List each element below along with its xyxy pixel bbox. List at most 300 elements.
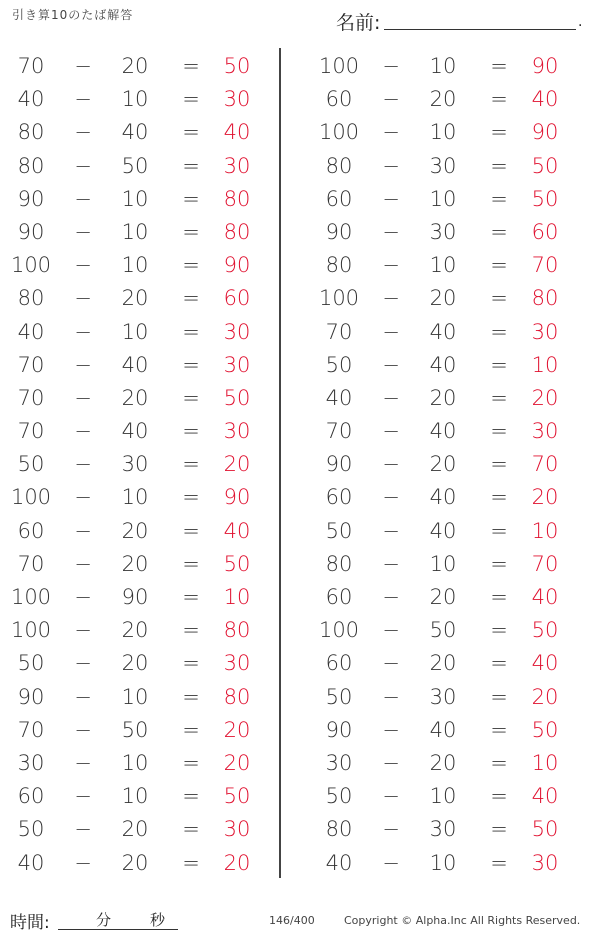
minus-sign: − <box>382 54 400 78</box>
problem-row <box>8 348 258 381</box>
equals-sign: = <box>182 153 200 178</box>
problem-row <box>316 414 566 447</box>
minus-sign: − <box>382 651 400 676</box>
minuend: 70 <box>325 319 353 344</box>
minuend: 90 <box>17 186 45 211</box>
answer: 50 <box>223 385 251 410</box>
equals-sign: = <box>490 419 508 444</box>
answer: 90 <box>531 54 559 78</box>
minus-sign: − <box>74 253 92 278</box>
equals-sign: = <box>490 850 508 875</box>
minus-sign: − <box>382 385 400 410</box>
problem-row <box>316 580 566 613</box>
answer: 50 <box>531 817 559 842</box>
minus-sign: − <box>382 452 400 477</box>
minuend: 100 <box>318 286 360 311</box>
minus-sign: − <box>382 717 400 742</box>
minuend: 40 <box>325 850 353 875</box>
problem-row <box>316 514 566 547</box>
equals-sign: = <box>182 850 200 875</box>
problem-row <box>8 646 258 679</box>
minuend: 80 <box>325 253 353 278</box>
equals-sign: = <box>182 253 200 278</box>
subtrahend: 50 <box>429 618 457 643</box>
minus-sign: − <box>74 850 92 875</box>
problem-row <box>316 713 566 746</box>
minus-sign: − <box>74 518 92 543</box>
subtrahend: 20 <box>121 54 149 78</box>
equals-sign: = <box>182 817 200 842</box>
problem-row <box>8 779 258 812</box>
problem-row <box>316 281 566 314</box>
minus-sign: − <box>74 618 92 643</box>
equals-sign: = <box>182 186 200 211</box>
subtrahend: 10 <box>429 120 457 145</box>
page-number: 146/400 <box>269 914 315 927</box>
time-label: 時間: <box>10 913 50 933</box>
minuend: 60 <box>325 87 353 112</box>
minuend: 90 <box>325 717 353 742</box>
minuend: 50 <box>325 518 353 543</box>
subtrahend: 40 <box>121 120 149 145</box>
equals-sign: = <box>490 551 508 576</box>
name-label: 名前: <box>336 12 381 34</box>
answer: 20 <box>531 385 559 410</box>
minuend: 80 <box>325 817 353 842</box>
subtrahend: 40 <box>429 518 457 543</box>
equals-sign: = <box>490 684 508 709</box>
problem-row <box>8 49 258 82</box>
answer: 30 <box>223 817 251 842</box>
equals-sign: = <box>182 518 200 543</box>
minuend: 40 <box>17 319 45 344</box>
subtrahend: 10 <box>121 219 149 244</box>
equals-sign: = <box>182 651 200 676</box>
minus-sign: − <box>74 219 92 244</box>
answer: 20 <box>223 717 251 742</box>
subtrahend: 20 <box>121 385 149 410</box>
minus-sign: − <box>382 419 400 444</box>
subtrahend: 20 <box>429 286 457 311</box>
name-write-line <box>384 29 576 30</box>
minus-sign: − <box>74 551 92 576</box>
subtrahend: 10 <box>121 319 149 344</box>
answer: 50 <box>531 618 559 643</box>
minuend: 50 <box>17 817 45 842</box>
minus-sign: − <box>74 485 92 510</box>
name-end-dot: . <box>578 14 583 30</box>
minuend: 70 <box>17 551 45 576</box>
subtrahend: 20 <box>429 452 457 477</box>
problem-row <box>8 480 258 513</box>
left-problem-column <box>8 49 258 879</box>
minuend: 50 <box>325 784 353 809</box>
minuend: 80 <box>325 551 353 576</box>
subtrahend: 10 <box>121 784 149 809</box>
subtrahend: 50 <box>121 153 149 178</box>
subtrahend: 20 <box>121 286 149 311</box>
minuend: 100 <box>318 618 360 643</box>
minus-sign: − <box>74 87 92 112</box>
equals-sign: = <box>182 54 200 78</box>
minuend: 50 <box>325 352 353 377</box>
equals-sign: = <box>490 120 508 145</box>
minus-sign: − <box>74 352 92 377</box>
answer: 90 <box>531 120 559 145</box>
equals-sign: = <box>182 352 200 377</box>
subtrahend: 20 <box>121 518 149 543</box>
answer: 30 <box>531 319 559 344</box>
equals-sign: = <box>490 186 508 211</box>
answer: 20 <box>223 850 251 875</box>
equals-sign: = <box>490 452 508 477</box>
subtrahend: 10 <box>121 253 149 278</box>
problem-row <box>8 215 258 248</box>
equals-sign: = <box>490 253 508 278</box>
problem-row <box>8 812 258 845</box>
equals-sign: = <box>182 784 200 809</box>
problem-row <box>316 547 566 580</box>
problem-row <box>316 149 566 182</box>
minus-sign: − <box>382 253 400 278</box>
equals-sign: = <box>490 750 508 775</box>
equals-sign: = <box>182 219 200 244</box>
minuend: 100 <box>10 485 52 510</box>
minuend: 100 <box>10 618 52 643</box>
problem-row <box>316 381 566 414</box>
problem-row <box>316 779 566 812</box>
subtrahend: 10 <box>429 186 457 211</box>
minus-sign: − <box>74 385 92 410</box>
problem-row <box>316 680 566 713</box>
problem-row <box>8 82 258 115</box>
answer: 70 <box>531 253 559 278</box>
answer: 40 <box>531 784 559 809</box>
minuend: 60 <box>17 784 45 809</box>
minuend: 80 <box>325 153 353 178</box>
minus-sign: − <box>74 651 92 676</box>
equals-sign: = <box>182 750 200 775</box>
subtrahend: 40 <box>429 319 457 344</box>
problem-row <box>8 613 258 646</box>
minus-sign: − <box>74 750 92 775</box>
subtrahend: 30 <box>429 817 457 842</box>
subtrahend: 20 <box>121 551 149 576</box>
problem-row <box>316 215 566 248</box>
subtrahend: 20 <box>429 750 457 775</box>
answer: 70 <box>531 551 559 576</box>
problem-row <box>8 680 258 713</box>
answer: 70 <box>531 452 559 477</box>
minus-sign: − <box>74 684 92 709</box>
answer: 50 <box>223 784 251 809</box>
equals-sign: = <box>182 452 200 477</box>
problem-row <box>316 846 566 879</box>
equals-sign: = <box>490 717 508 742</box>
minuend: 90 <box>325 219 353 244</box>
problem-row <box>316 315 566 348</box>
equals-sign: = <box>490 87 508 112</box>
answer: 50 <box>223 551 251 576</box>
minus-sign: − <box>382 319 400 344</box>
worksheet-title: 引き算10のたば解答 <box>12 8 134 22</box>
answer: 10 <box>531 352 559 377</box>
answer: 50 <box>531 153 559 178</box>
minus-sign: − <box>382 684 400 709</box>
subtrahend: 10 <box>121 186 149 211</box>
subtrahend: 10 <box>121 87 149 112</box>
subtrahend: 40 <box>429 352 457 377</box>
equals-sign: = <box>182 717 200 742</box>
minuend: 60 <box>17 518 45 543</box>
answer: 10 <box>531 518 559 543</box>
minutes-label: 分 <box>96 911 112 929</box>
problem-row <box>316 348 566 381</box>
answer: 90 <box>223 485 251 510</box>
subtrahend: 20 <box>429 585 457 609</box>
minuend: 70 <box>17 717 45 742</box>
equals-sign: = <box>182 551 200 576</box>
problem-row <box>316 82 566 115</box>
subtrahend: 20 <box>429 87 457 112</box>
subtrahend: 40 <box>429 419 457 444</box>
equals-sign: = <box>490 618 508 643</box>
subtrahend: 20 <box>121 817 149 842</box>
minus-sign: − <box>74 319 92 344</box>
problem-row <box>8 182 258 215</box>
equals-sign: = <box>490 54 508 78</box>
problem-row <box>8 115 258 148</box>
subtrahend: 20 <box>429 385 457 410</box>
minus-sign: − <box>74 784 92 809</box>
minuend: 60 <box>325 585 353 609</box>
answer: 40 <box>531 651 559 676</box>
minuend: 40 <box>17 87 45 112</box>
equals-sign: = <box>490 385 508 410</box>
problem-row <box>8 248 258 281</box>
subtrahend: 30 <box>121 452 149 477</box>
subtrahend: 10 <box>429 850 457 875</box>
equals-sign: = <box>490 286 508 311</box>
answer: 80 <box>223 618 251 643</box>
name-field-area <box>336 8 586 34</box>
minus-sign: − <box>382 750 400 775</box>
minuend: 80 <box>17 120 45 145</box>
minuend: 50 <box>17 651 45 676</box>
problem-row <box>316 182 566 215</box>
equals-sign: = <box>490 585 508 609</box>
equals-sign: = <box>490 817 508 842</box>
equals-sign: = <box>182 120 200 145</box>
minus-sign: − <box>74 153 92 178</box>
problem-row <box>316 480 566 513</box>
minuend: 60 <box>325 651 353 676</box>
equals-sign: = <box>490 485 508 510</box>
answer: 80 <box>531 286 559 311</box>
minus-sign: − <box>74 419 92 444</box>
equals-sign: = <box>182 618 200 643</box>
answer: 20 <box>223 452 251 477</box>
problem-row <box>316 646 566 679</box>
minuend: 50 <box>325 684 353 709</box>
problem-row <box>8 414 258 447</box>
problem-row <box>8 746 258 779</box>
subtrahend: 30 <box>429 153 457 178</box>
answer: 80 <box>223 186 251 211</box>
problem-row <box>316 613 566 646</box>
minus-sign: − <box>382 518 400 543</box>
minuend: 80 <box>17 286 45 311</box>
answer: 60 <box>223 286 251 311</box>
equals-sign: = <box>490 352 508 377</box>
answer: 30 <box>223 153 251 178</box>
right-problem-column <box>316 49 566 879</box>
subtrahend: 50 <box>121 717 149 742</box>
minuend: 30 <box>325 750 353 775</box>
minus-sign: − <box>382 551 400 576</box>
minus-sign: − <box>74 585 92 609</box>
minus-sign: − <box>74 54 92 78</box>
problem-row <box>8 514 258 547</box>
equals-sign: = <box>490 518 508 543</box>
problem-row <box>316 447 566 480</box>
subtrahend: 20 <box>429 651 457 676</box>
answer: 50 <box>223 54 251 78</box>
minuend: 100 <box>318 120 360 145</box>
answer: 20 <box>531 684 559 709</box>
answer: 60 <box>531 219 559 244</box>
answer: 40 <box>531 585 559 609</box>
subtrahend: 10 <box>121 750 149 775</box>
subtrahend: 10 <box>429 551 457 576</box>
equals-sign: = <box>182 385 200 410</box>
minus-sign: − <box>382 784 400 809</box>
answer: 20 <box>223 750 251 775</box>
equals-sign: = <box>182 684 200 709</box>
problem-row <box>8 547 258 580</box>
minuend: 40 <box>17 850 45 875</box>
minus-sign: − <box>382 817 400 842</box>
minuend: 100 <box>10 585 52 609</box>
minus-sign: − <box>74 452 92 477</box>
minus-sign: − <box>382 485 400 510</box>
equals-sign: = <box>490 651 508 676</box>
equals-sign: = <box>490 153 508 178</box>
answer: 30 <box>223 352 251 377</box>
answer: 80 <box>223 684 251 709</box>
minuend: 70 <box>17 419 45 444</box>
answer: 40 <box>223 120 251 145</box>
subtrahend: 10 <box>121 485 149 510</box>
equals-sign: = <box>490 784 508 809</box>
minuend: 90 <box>17 684 45 709</box>
subtrahend: 40 <box>429 485 457 510</box>
equals-sign: = <box>490 319 508 344</box>
answer: 10 <box>223 585 251 609</box>
problem-row <box>8 580 258 613</box>
problem-row <box>316 49 566 82</box>
answer: 30 <box>223 87 251 112</box>
answer: 80 <box>223 219 251 244</box>
answer: 50 <box>531 717 559 742</box>
minus-sign: − <box>74 286 92 311</box>
problem-row <box>8 149 258 182</box>
time-field-area <box>10 908 180 933</box>
answer: 30 <box>223 419 251 444</box>
minus-sign: − <box>74 717 92 742</box>
seconds-label: 秒 <box>150 911 166 929</box>
minus-sign: − <box>382 585 400 609</box>
minuend: 90 <box>325 452 353 477</box>
minuend: 90 <box>17 219 45 244</box>
equals-sign: = <box>490 219 508 244</box>
problem-row <box>8 315 258 348</box>
answer: 30 <box>531 850 559 875</box>
minus-sign: − <box>382 186 400 211</box>
answer: 30 <box>531 419 559 444</box>
subtrahend: 40 <box>121 419 149 444</box>
minuend: 80 <box>17 153 45 178</box>
minuend: 70 <box>17 385 45 410</box>
subtrahend: 10 <box>121 684 149 709</box>
subtrahend: 10 <box>429 54 457 78</box>
equals-sign: = <box>182 585 200 609</box>
minus-sign: − <box>382 120 400 145</box>
minuend: 100 <box>10 253 52 278</box>
minuend: 30 <box>17 750 45 775</box>
answer: 90 <box>223 253 251 278</box>
problem-row <box>316 746 566 779</box>
subtrahend: 20 <box>121 850 149 875</box>
minuend: 70 <box>325 419 353 444</box>
subtrahend: 90 <box>121 585 149 609</box>
problem-row <box>8 713 258 746</box>
minuend: 100 <box>318 54 360 78</box>
minus-sign: − <box>382 850 400 875</box>
minus-sign: − <box>382 618 400 643</box>
minus-sign: − <box>382 87 400 112</box>
minuend: 50 <box>17 452 45 477</box>
minus-sign: − <box>382 219 400 244</box>
answer: 30 <box>223 651 251 676</box>
equals-sign: = <box>182 319 200 344</box>
minuend: 60 <box>325 485 353 510</box>
subtrahend: 30 <box>429 684 457 709</box>
subtrahend: 10 <box>429 784 457 809</box>
column-divider <box>279 48 281 878</box>
minus-sign: − <box>382 286 400 311</box>
problem-row <box>316 248 566 281</box>
subtrahend: 30 <box>429 219 457 244</box>
equals-sign: = <box>182 286 200 311</box>
minus-sign: − <box>74 120 92 145</box>
minus-sign: − <box>74 186 92 211</box>
copyright-notice: Copyright © Alpha.Inc All Rights Reserved. <box>344 914 581 927</box>
answer: 40 <box>531 87 559 112</box>
subtrahend: 40 <box>429 717 457 742</box>
minuend: 60 <box>325 186 353 211</box>
subtrahend: 20 <box>121 618 149 643</box>
minus-sign: − <box>74 817 92 842</box>
minus-sign: − <box>382 352 400 377</box>
equals-sign: = <box>182 419 200 444</box>
subtrahend: 10 <box>429 253 457 278</box>
minuend: 70 <box>17 54 45 78</box>
minuend: 40 <box>325 385 353 410</box>
answer: 50 <box>531 186 559 211</box>
minus-sign: − <box>382 153 400 178</box>
equals-sign: = <box>182 87 200 112</box>
